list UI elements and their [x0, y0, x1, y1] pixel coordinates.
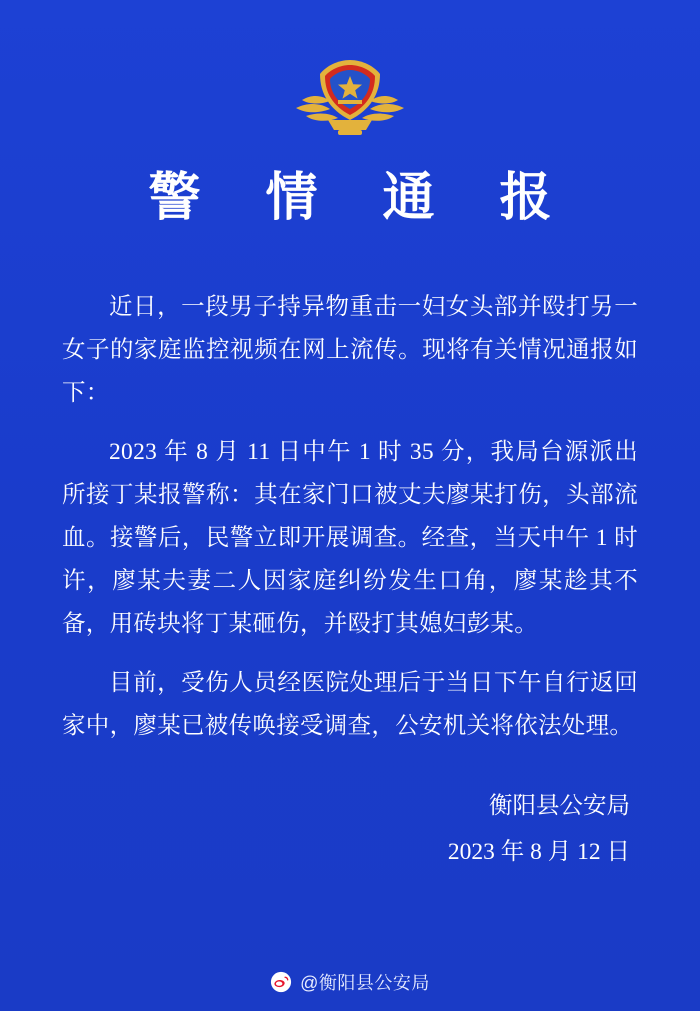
emblem-container [62, 54, 638, 140]
weibo-account-label: @衡阳县公安局 [300, 973, 430, 993]
paragraph-2: 2023 年 8 月 11 日中午 1 时 35 分，我局台源派出所接丁某报警称：其在家门口被丈夫廖某打伤，头部流血。接警后，民警立即开展调查。经查，当天中午 1 时许，廖某夫妻二人因家庭纠纷发生口角，廖某趁其不备，用砖块将丁某砸伤，并殴打其媳妇彭某。 [62, 439, 638, 638]
notice-body [62, 286, 638, 764]
weibo-icon [270, 971, 292, 993]
watermark-footer [0, 969, 700, 995]
signature-block [62, 784, 638, 876]
paragraph-1: 近日，一段男子持异物重击一妇女头部并殴打另一女子的家庭监控视频在网上流传。现将有关情况通报如下： [62, 294, 638, 407]
page-title: 警 情 通 报 [148, 170, 578, 227]
signature-organization: 衡阳县公安局 [489, 793, 630, 820]
paragraph-3: 目前，受伤人员经医院处理后于当日下午自行返回家中，廖某已被传唤接受调查，公安机关将依法处理。 [62, 670, 638, 740]
signature-date: 2023 年 8 月 12 日 [447, 839, 630, 866]
police-badge-icon [292, 54, 408, 138]
